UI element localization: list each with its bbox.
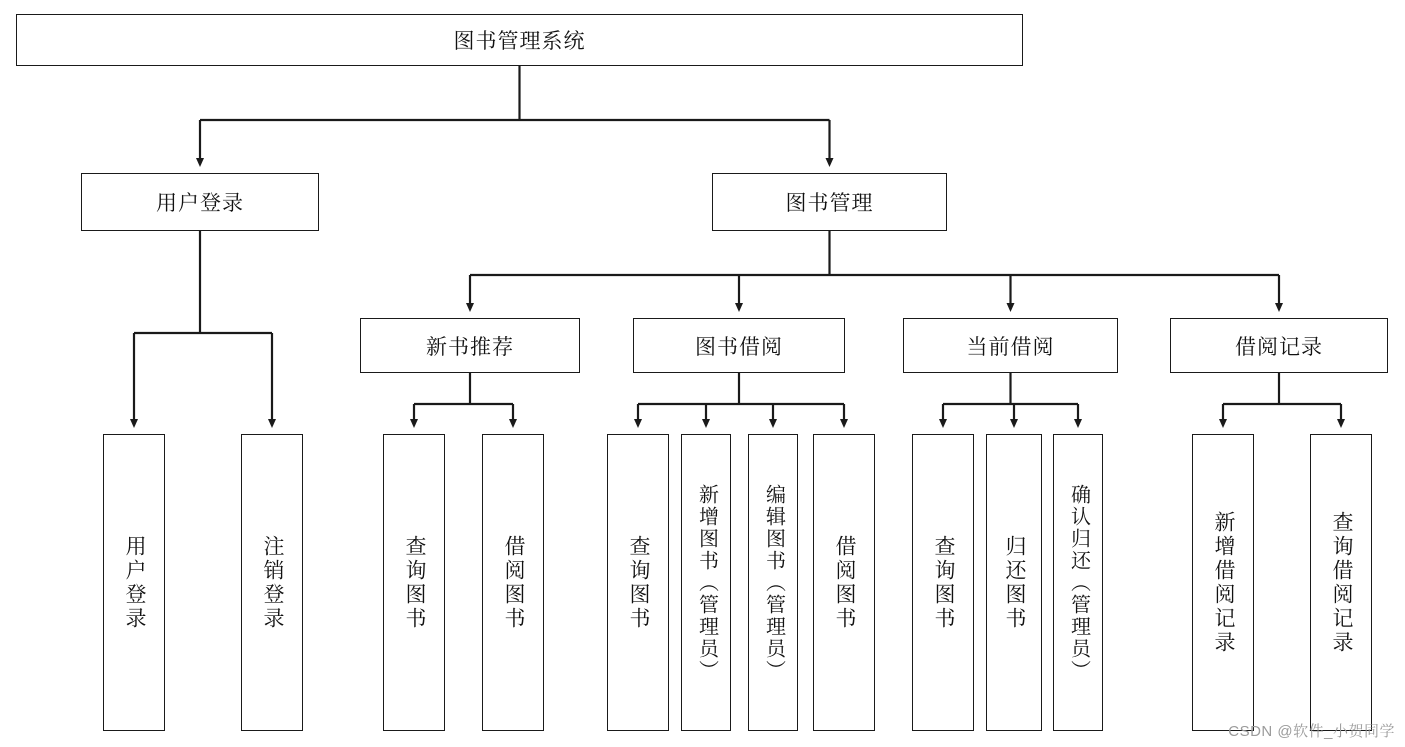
- node-new-book-recommend[interactable]: [360, 318, 580, 373]
- node-label: 借阅图书: [833, 534, 857, 631]
- node-label: 编辑图书（管理员）: [762, 483, 785, 682]
- leaf-confirm-return-admin[interactable]: [1053, 434, 1103, 731]
- leaf-add-borrow-record[interactable]: [1192, 434, 1254, 731]
- node-book-management[interactable]: [712, 173, 947, 231]
- node-label: 用户登录: [156, 192, 244, 215]
- leaf-query-book-3[interactable]: [912, 434, 974, 731]
- leaf-user-login[interactable]: [103, 434, 165, 731]
- node-label: 图书借阅: [695, 335, 783, 359]
- node-label: 注销登录: [261, 534, 285, 631]
- node-label: 新增借阅记录: [1212, 510, 1236, 655]
- node-label: 图书管理: [785, 192, 874, 215]
- leaf-borrow-book-1[interactable]: [482, 434, 544, 731]
- leaf-borrow-book-2[interactable]: [813, 434, 875, 731]
- node-label: 归还图书: [1003, 534, 1027, 631]
- leaf-query-borrow-record[interactable]: [1310, 434, 1372, 731]
- leaf-query-book-2[interactable]: [607, 434, 669, 731]
- leaf-logout[interactable]: [241, 434, 303, 731]
- node-root[interactable]: [16, 14, 1023, 66]
- node-label: 用户登录: [123, 534, 147, 631]
- watermark: CSDN @软件_小贺同学: [1228, 723, 1395, 740]
- node-current-borrow[interactable]: [903, 318, 1118, 373]
- node-label: 借阅记录: [1235, 335, 1323, 359]
- node-book-borrow[interactable]: [633, 318, 845, 373]
- node-label: 查询借阅记录: [1330, 510, 1354, 655]
- node-label: 查询图书: [403, 534, 427, 631]
- node-label: 确认归还（管理员）: [1067, 483, 1090, 682]
- node-label: 查询图书: [627, 534, 651, 631]
- node-user-login[interactable]: [81, 173, 319, 231]
- leaf-return-book[interactable]: [986, 434, 1042, 731]
- leaf-add-book-admin[interactable]: [681, 434, 731, 731]
- node-label: 新书推荐: [426, 335, 514, 359]
- node-borrow-records[interactable]: [1170, 318, 1388, 373]
- leaf-edit-book-admin[interactable]: [748, 434, 798, 731]
- node-label: 新增图书（管理员）: [695, 483, 718, 682]
- leaf-query-book-1[interactable]: [383, 434, 445, 731]
- node-label: 查询图书: [932, 534, 956, 631]
- node-label: 当前借阅: [966, 335, 1055, 359]
- node-label: 图书管理系统: [453, 30, 586, 53]
- node-label: 借阅图书: [502, 534, 526, 631]
